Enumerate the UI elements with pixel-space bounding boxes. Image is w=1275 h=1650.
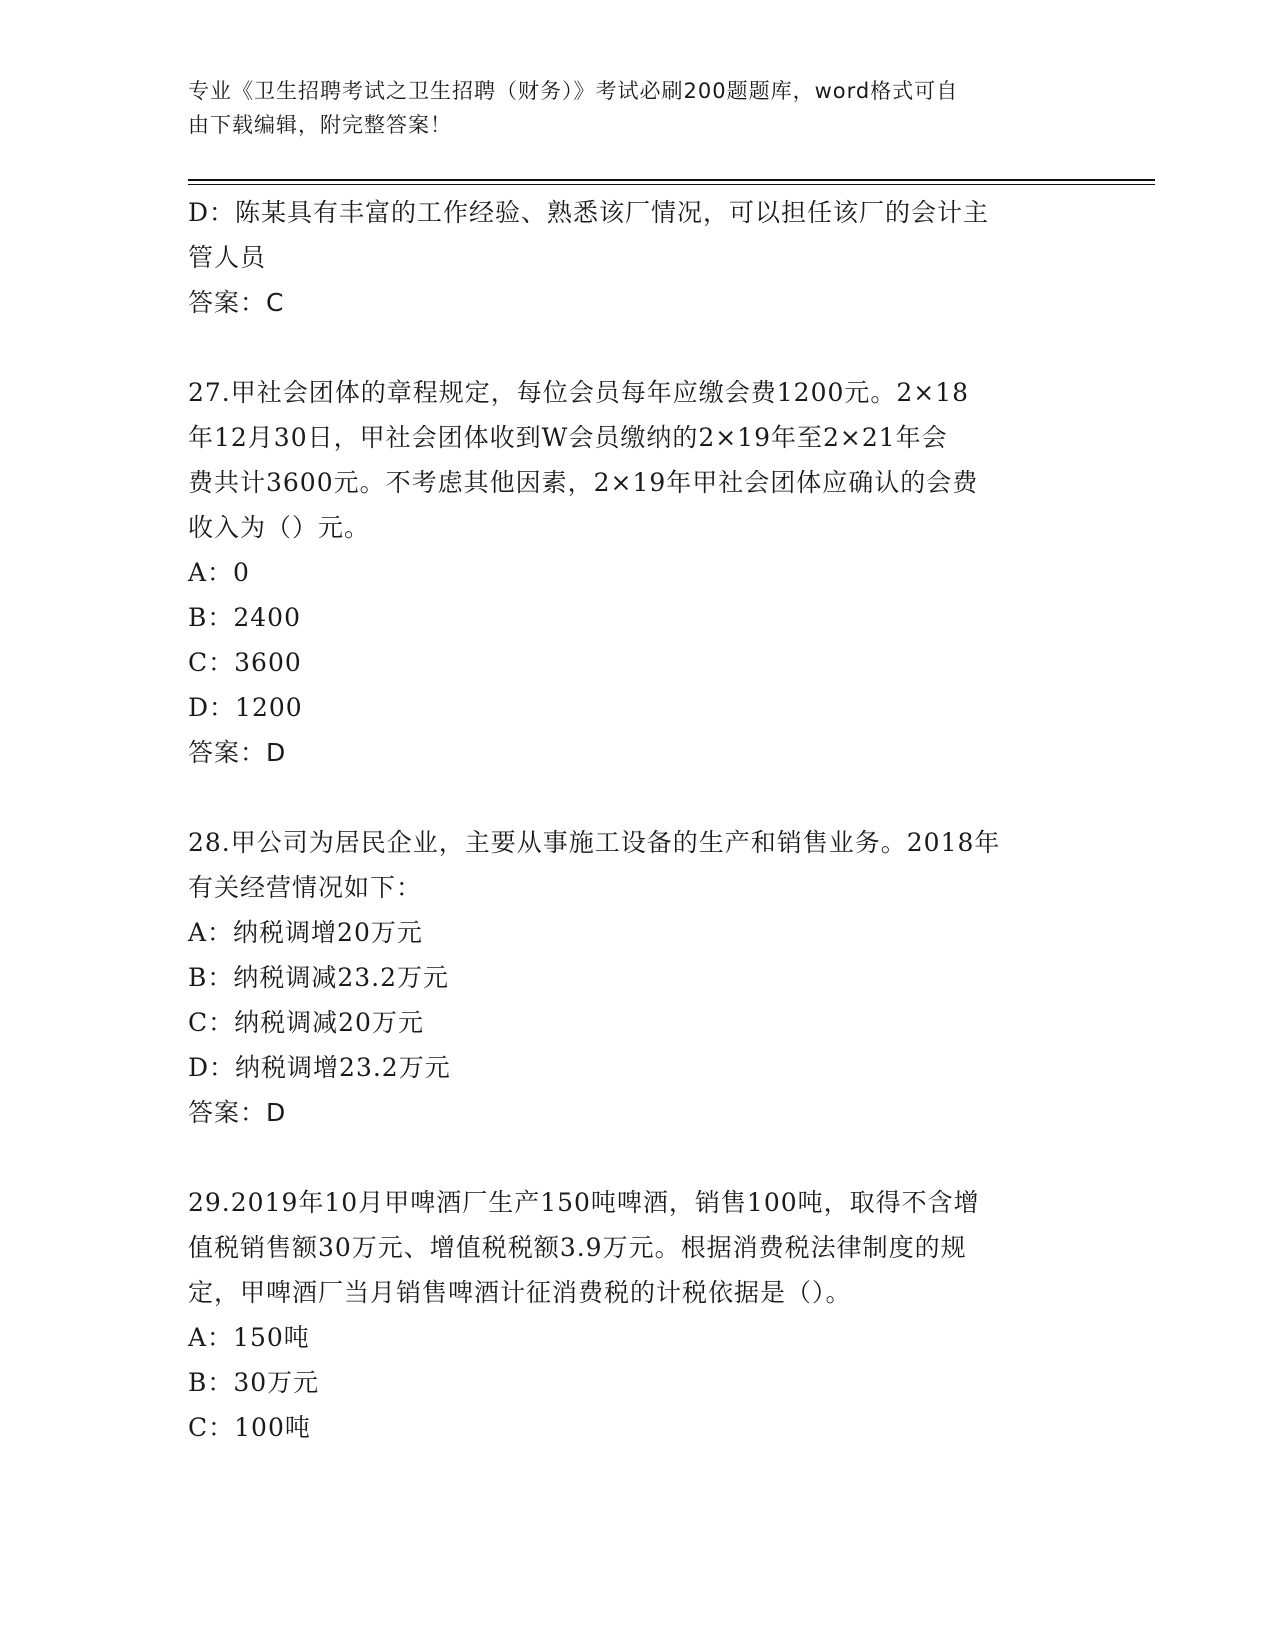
q29-option-a: A：150吨 <box>188 1323 310 1352</box>
q29-stem-line-2: 值税销售额30万元、增值税税额3.9万元。根据消费税法律制度的规 <box>188 1233 967 1262</box>
q27-stem-line-3: 费共计3600元。不考虑其他因素，2×19年甲社会团体应确认的会费 <box>188 468 979 497</box>
q27-stem-line-2: 年12月30日，甲社会团体收到W会员缴纳的2×19年至2×21年会 <box>188 423 948 452</box>
q28-option-a: A：纳税调增20万元 <box>188 918 423 947</box>
q29-stem-line-1: 29.2019年10月甲啤酒厂生产150吨啤酒，销售100吨，取得不含增 <box>188 1188 980 1217</box>
question-29 <box>188 1180 1088 1450</box>
question-27 <box>188 370 1088 775</box>
q28-stem-line-1: 28.甲公司为居民企业，主要从事施工设备的生产和销售业务。2018年 <box>188 828 1001 857</box>
q28-answer: 答案：D <box>188 1098 287 1127</box>
prev-option-d-line-2: 管人员 <box>188 243 267 272</box>
prev-option-d-line-1: D：陈某具有丰富的工作经验、熟悉该厂情况，可以担任该厂的会计主 <box>188 198 990 227</box>
prev-answer: 答案：C <box>188 288 285 317</box>
header-line-2: 由下载编辑，附完整答案！ <box>188 113 452 137</box>
q27-stem-line-1: 27.甲社会团体的章程规定，每位会员每年应缴会费1200元。2×18 <box>188 378 970 407</box>
q28-stem-line-2: 有关经营情况如下： <box>188 873 423 902</box>
q28-option-b: B：纳税调减23.2万元 <box>188 963 450 992</box>
q29-stem-line-3: 定，甲啤酒厂当月销售啤酒计征消费税的计税依据是（）。 <box>188 1278 852 1307</box>
q29-option-c: C：100吨 <box>188 1413 311 1442</box>
header-divider-thick <box>188 179 1155 181</box>
q29-option-b: B：30万元 <box>188 1368 320 1397</box>
q27-option-a: A：0 <box>188 558 250 587</box>
q28-option-d: D：纳税调增23.2万元 <box>188 1053 451 1082</box>
q27-stem-line-4: 收入为（）元。 <box>188 513 371 542</box>
question-28 <box>188 820 1088 1135</box>
q27-option-d: D：1200 <box>188 693 303 722</box>
q27-option-c: C：3600 <box>188 648 302 677</box>
q27-answer: 答案：D <box>188 738 287 767</box>
header-divider-thin <box>188 184 1155 185</box>
header-line-1: 专业《卫生招聘考试之卫生招聘（财务）》考试必刷200题题库，word格式可自 <box>188 79 959 103</box>
q28-option-c: C：纳税调减20万元 <box>188 1008 424 1037</box>
document-header <box>188 74 1068 142</box>
q27-option-b: B：2400 <box>188 603 301 632</box>
document-body <box>188 190 1088 1450</box>
